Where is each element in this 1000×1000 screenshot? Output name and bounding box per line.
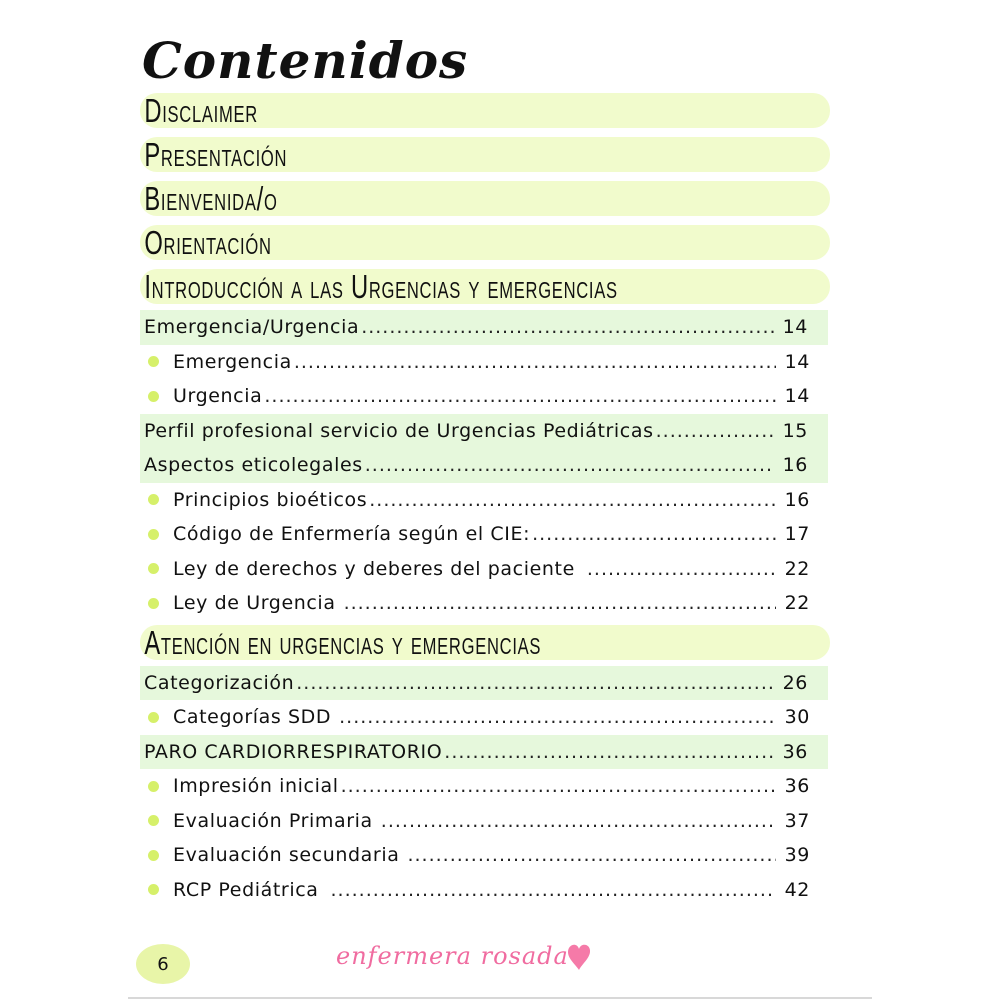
toc-entry-page: 26 [782,671,808,694]
toc-entry[interactable] [140,873,830,908]
page-number-badge [136,944,190,984]
bullet-icon [148,598,159,609]
dot-leader [365,454,774,476]
toc-entry[interactable] [140,735,828,770]
bullet-icon [148,781,159,792]
toc-heading-atencion[interactable] [140,625,830,660]
toc-entry[interactable] [140,379,830,414]
dot-leader [331,879,776,901]
toc-entry-page: 42 [784,878,810,901]
dot-leader [381,810,776,832]
bullet-icon [148,815,159,826]
toc-entry-page: 14 [784,350,810,373]
dot-leader [294,351,776,373]
toc-entry-text: Código de Enfermería según el CIE: [173,523,531,546]
bullet-icon [148,391,159,402]
toc-entry-page: 15 [782,419,808,442]
brand-signature: enfermera rosada [336,942,569,970]
page-title: Contenidos [142,31,469,90]
dot-leader [361,316,774,338]
toc-entry[interactable] [140,517,830,552]
bullet-icon [148,563,159,574]
toc-entry-page: 16 [784,488,810,511]
toc-heading-label: Atención en urgencias y emergencias [144,623,542,661]
dot-leader [444,741,774,763]
bullet-icon [148,494,159,505]
dot-leader [369,489,776,511]
heart-icon [566,943,592,971]
toc-entry-page: 37 [784,809,810,832]
toc-entry[interactable] [140,345,830,380]
dot-leader [407,844,776,866]
toc-entry-text: Impresión inicial [173,775,339,798]
toc-entry-text: Evaluación Primaria [173,809,373,832]
toc-entry-page: 36 [782,740,808,763]
toc-entry-text: RCP Pediátrica [173,878,319,901]
dot-leader [587,558,776,580]
toc-entry-text: Urgencia [173,385,263,408]
toc-entry[interactable] [140,804,830,839]
bullet-icon [148,850,159,861]
toc-entry-page: 16 [782,454,808,477]
toc-entry[interactable] [140,666,828,701]
toc-entry-page: 30 [784,706,810,729]
dot-leader [296,672,774,694]
toc-heading-orientacion[interactable] [140,225,830,260]
toc-entry-text: Emergencia [173,350,292,373]
toc-entry[interactable] [140,414,828,449]
toc-heading-label: Introducción a las Urgencias y emergencias [144,268,618,305]
toc-heading-label: Orientación [144,224,272,261]
toc-entry-text: Emergencia/Urgencia [144,316,360,339]
toc-entry-page: 22 [784,557,810,580]
toc-heading-label: Disclaimer [144,92,258,129]
toc-heading-label: Bienvenida/o [144,180,278,217]
bottom-divider [128,997,872,999]
table-of-contents [140,93,830,907]
dot-leader [344,592,776,614]
bullet-icon [148,356,159,367]
dot-leader [339,706,776,728]
toc-entry[interactable] [140,310,828,345]
toc-entry-text: Perfil profesional servicio de Urgencias Pediátricas [144,419,654,442]
toc-entry[interactable] [140,700,830,735]
toc-entry[interactable] [140,838,830,873]
toc-entry-text: Aspectos eticolegales [144,454,363,477]
toc-entry-text: Categorización [144,671,295,694]
bullet-icon [148,712,159,723]
bullet-icon [148,884,159,895]
toc-heading-bienvenida[interactable] [140,181,830,216]
toc-entry[interactable] [140,769,830,804]
toc-entry-text: Principios bioéticos [173,488,368,511]
dot-leader [656,420,774,442]
toc-entry[interactable] [140,448,828,483]
toc-entry-text: Ley de derechos y deberes del paciente [173,557,575,580]
page-number: 6 [157,953,169,975]
toc-entry-text: PARO CARDIORRESPIRATORIO [144,740,443,763]
dot-leader [341,775,776,797]
dot-leader [532,523,776,545]
dot-leader [264,385,776,407]
toc-entry-page: 14 [784,385,810,408]
toc-entry-text: Evaluación secundaria [173,844,400,867]
toc-entry-page: 17 [784,523,810,546]
toc-entry-page: 39 [784,844,810,867]
bullet-icon [148,529,159,540]
toc-heading-presentacion[interactable] [140,137,830,172]
toc-entry-text: Ley de Urgencia [173,592,336,615]
toc-heading-label: Presentación [144,136,288,173]
toc-entry-text: Categorías SDD [173,706,332,729]
toc-entry[interactable] [140,483,830,518]
toc-heading-introduccion[interactable] [140,269,830,304]
toc-entry[interactable] [140,586,830,621]
toc-entry-page: 22 [784,592,810,615]
toc-entry[interactable] [140,552,830,587]
toc-entry-page: 36 [784,775,810,798]
toc-entry-page: 14 [782,316,808,339]
toc-heading-disclaimer[interactable] [140,93,830,128]
